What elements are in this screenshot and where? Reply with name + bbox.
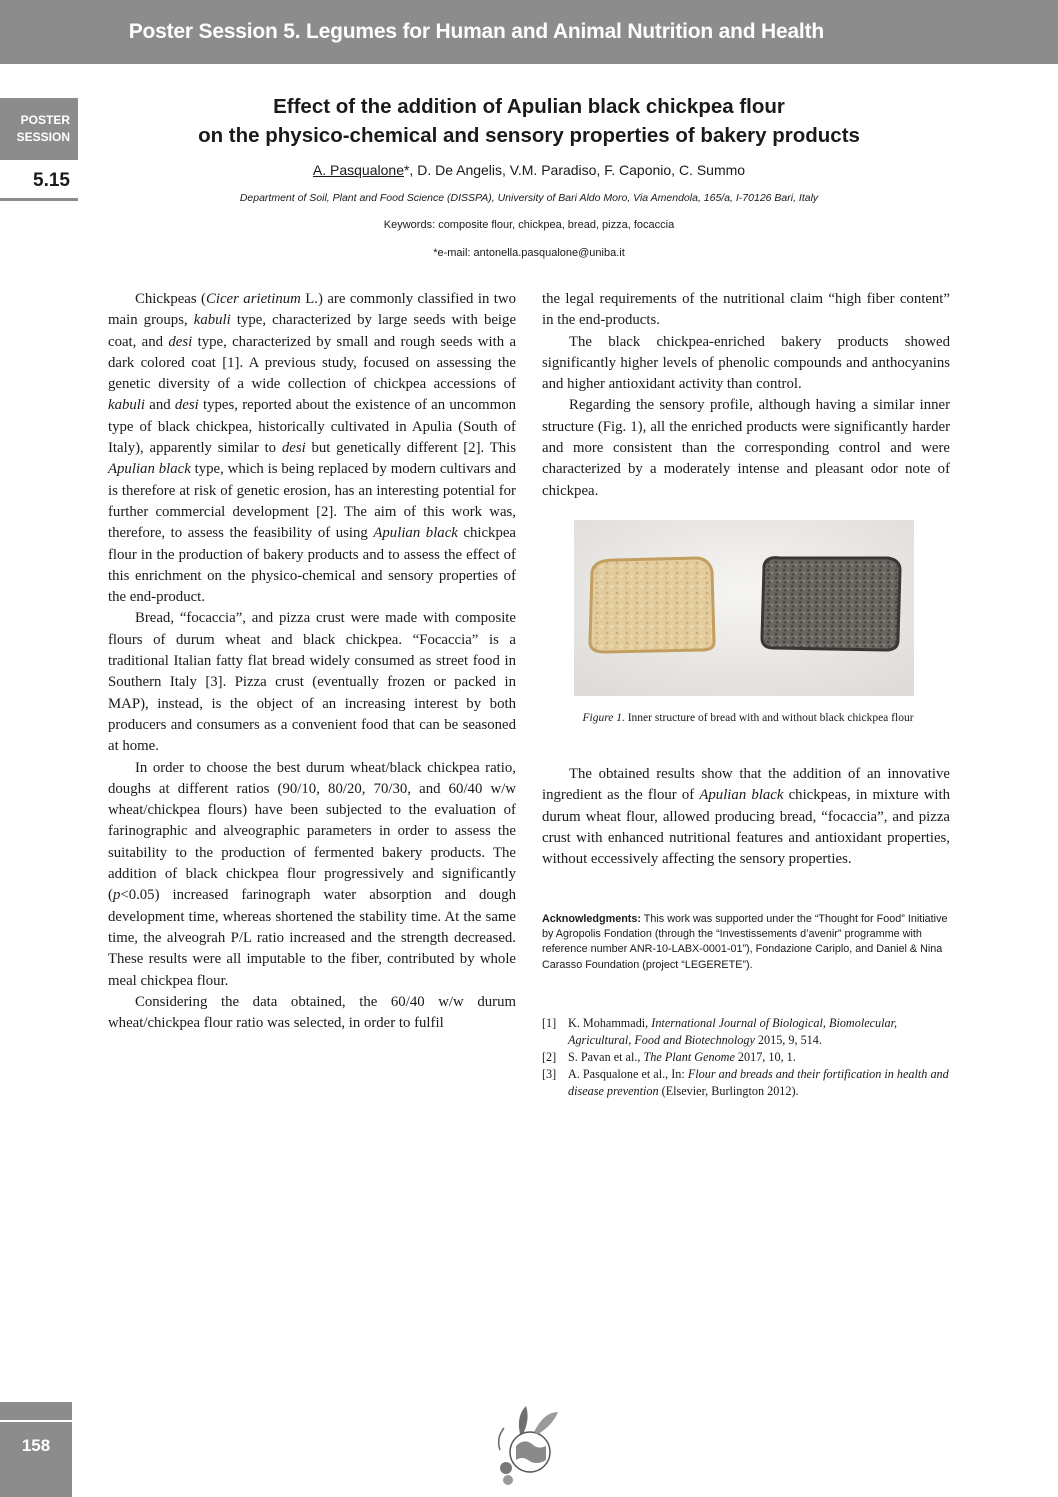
title-line-1: Effect of the addition of Apulian black chickpea flour bbox=[273, 95, 785, 118]
author-list bbox=[100, 162, 958, 178]
acknowledgments-text: This work was supported under the “Thought for Food” Initiative by Agropolis Fondation (through the “Investissements d’avenir” programme with reference number ANR-10-LABX-0001-01”), Fondazione Cariplo, and Daniel & Nina Carasso Foundation (project “LEGERETE”). bbox=[542, 913, 948, 971]
contact-email: *e-mail: antonella.pasqualone@uniba.it bbox=[433, 247, 625, 259]
acknowledgments bbox=[542, 912, 950, 973]
figure-caption bbox=[548, 710, 948, 726]
keywords: Keywords: composite flour, chickpea, bread, pizza, focaccia bbox=[383, 219, 675, 231]
page-number: 158 bbox=[0, 1420, 72, 1456]
body-column-right-conclusion bbox=[542, 764, 950, 870]
side-tab-line2: SESSION bbox=[16, 130, 70, 144]
control-bread-slice bbox=[590, 558, 714, 652]
reference-list bbox=[542, 1015, 954, 1100]
paragraph: Chickpeas (Cicer arietinum L.) are commonly classified in two main groups, kabuli type, characterized by large seeds with beige coat, and desi type, characterized by small and rough seeds with a dark colored coat [1]. A previous study, focused on assessing the genetic diversity of a wide collection of chickpea accessions of kabuli and desi types, reported about the existence of an uncommon type of black chickpea, historically cultivated in Apulia (South of Italy), apparently similar to desi but genetically different [2]. This Apulian black type, which is being replaced by modern cultivars and is therefore at risk of genetic erosion, has an interesting potential for further commercial development [2]. The aim of this work was, therefore, to assess the feasibility of using Apulian black chickpea flour in the production of bakery products and to assess the effect of this enrichment on the physico-chemical and sensory properties of the end-product. bbox=[108, 291, 517, 606]
session-banner: Poster Session 5. Legumes for Human and Animal Nutrition and Health bbox=[0, 0, 1058, 64]
reference-item: [2] S. Pavan et al., The Plant Genome 2017, 10, 1. bbox=[542, 1050, 796, 1064]
other-authors: *, D. De Angelis, V.M. Paradiso, F. Caponio, C. Summo bbox=[403, 162, 746, 178]
title-line-2: on the physico-chemical and sensory properties of bakery products bbox=[198, 124, 860, 147]
paragraph: Bread, “focaccia”, and pizza crust were made with composite flours of durum wheat and black chickpea. “Focaccia” is a traditional Italian fatty flat bread widely consumed as street food in Southern Italy [3]. Pizza crust (eventually frozen or packed in MAP), instead, is the object of an increasing interest by both producers and consumers as a convenient food that can be seasoned at home. bbox=[108, 610, 516, 755]
affiliation: Department of Soil, Plant and Food Science (DISSPA), University of Bari Aldo Moro, Via Amendola, 165/a, I-70126 Bari, Italy bbox=[239, 192, 819, 204]
conference-logo-icon bbox=[486, 1398, 568, 1490]
paragraph: Regarding the sensory profile, although having a similar inner structure (Fig. 1), all the enriched products were significantly harder and more consistent than the corresponding control and were characterized by a moderately intense and pleasant odor note of chickpea. bbox=[542, 397, 950, 499]
paragraph: In order to choose the best durum wheat/black chickpea ratio, doughs at different ratios (90/10, 80/20, 70/30, and 60/40 w/w wheat/chickpea flours) have been subjected to the evaluation of farinographic and alveographic parameters in order to assess the suitability to the production of fermented bakery products. The addition of black chickpea flour progressively and significantly (p<0.05) increased farinograph water absorption and dough development time, whereas shortened the stability time. At the same time, the alveograh P/L ratio increased and the strength decreased. These results were all imputable to the fiber, contributed by whole meal chickpea flour. bbox=[108, 759, 516, 989]
poster-session-tab bbox=[0, 98, 78, 160]
side-tab-line1: POSTER bbox=[20, 113, 70, 127]
paragraph: Considering the data obtained, the 60/40 w/w durum wheat/chickpea flour ratio was selected, in order to fulfil bbox=[108, 993, 516, 1032]
bread-slices-illustration bbox=[574, 520, 914, 696]
body-column-left bbox=[108, 289, 516, 1034]
figure-caption-text: Inner structure of bread with and without black chickpea flour bbox=[624, 712, 914, 724]
article-title bbox=[100, 92, 958, 150]
figure-bread-photo bbox=[574, 520, 914, 696]
paragraph: the legal requirements of the nutritional claim “high fiber content” in the end-products. bbox=[542, 291, 950, 329]
black-chickpea-bread-slice bbox=[762, 558, 900, 650]
first-author: A. Pasqualone bbox=[312, 162, 404, 178]
paragraph: The black chickpea-enriched bakery products showed significantly higher levels of phenolic compounds and anthocyanins and higher antioxidant activity than control. bbox=[542, 333, 950, 393]
reference-item: [1] K. Mohammadi, International Journal of Biological, Biomolecular, Agricultural, Food and Biotechnology 2015, 9, 514. bbox=[542, 1016, 898, 1047]
body-column-right bbox=[542, 289, 950, 502]
poster-number: 5.15 bbox=[0, 170, 78, 201]
reference-item: [3] A. Pasqualone et al., In: Flour and breads and their fortification in health and disease prevention (Elsevier, Burlington 2012). bbox=[542, 1067, 949, 1098]
paragraph: The obtained results show that the addition of an innovative ingredient as the flour of Apulian black chickpeas, in mixture with durum wheat flour, allowed producing bread, “focaccia”, and pizza crust with enhanced nutritional features and antioxidant properties, without eccessively affecting the sensory properties. bbox=[542, 766, 951, 868]
acknowledgments-label: Acknowledgments: bbox=[542, 913, 641, 925]
figure-label: Figure 1. bbox=[582, 712, 625, 724]
